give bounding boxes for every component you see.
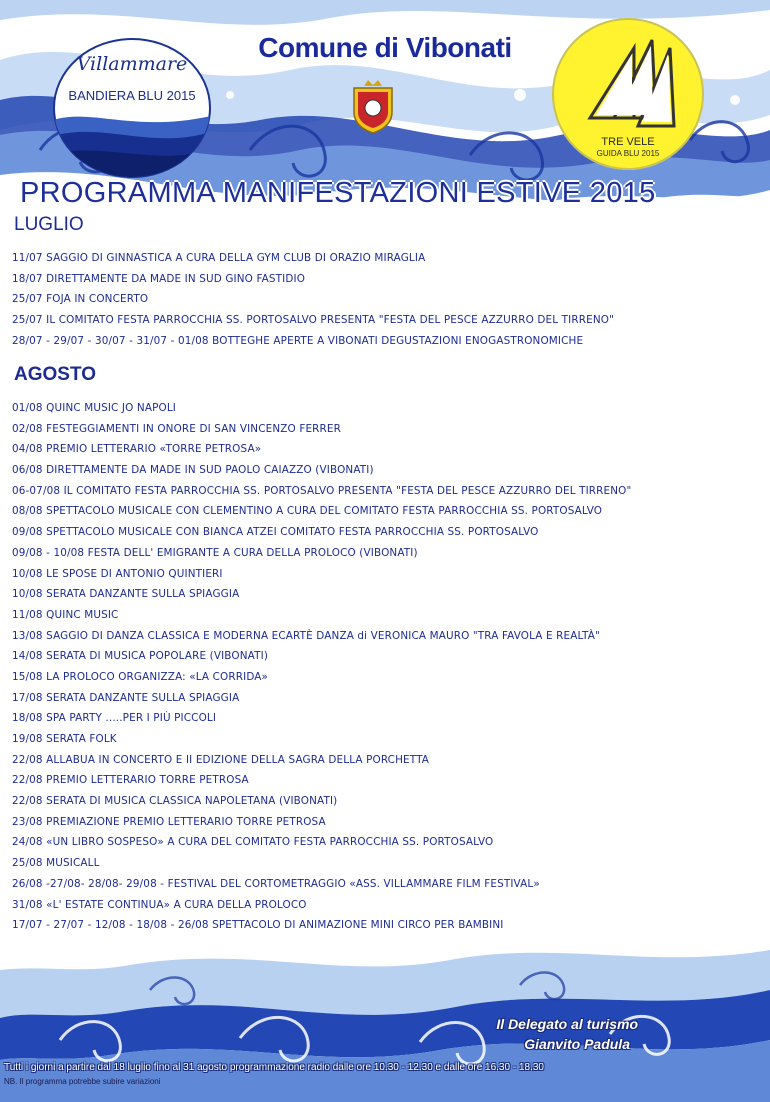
agosto-event-item: 09/08 - 10/08 FESTA DELL' EMIGRANTE A CURA DELLA PROLOCO (VIBONATI)	[12, 546, 418, 559]
agosto-event-item: 11/08 QUINC MUSIC	[12, 608, 119, 621]
villammare-logo-title: Villammare	[76, 53, 188, 75]
luglio-event-item: 11/07 SAGGIO DI GINNASTICA A CURA DELLA GYM CLUB DI ORAZIO MIRAGLIA	[12, 252, 426, 264]
agosto-event-item: 13/08 SAGGIO DI DANZA CLASSICA E MODERNA ECARTÈ DANZA di VERONICA MAURO "TRA FAVOLA E REALTÀ"	[12, 629, 600, 642]
tre-vele-title: TRE VELE	[601, 136, 655, 148]
bandiera-blu-label: BANDIERA BLU 2015	[68, 88, 196, 103]
agosto-heading: AGOSTO	[14, 364, 96, 385]
agosto-event-item: 15/08 LA PROLOCO ORGANIZZA: «LA CORRIDA»	[12, 670, 269, 683]
agosto-event-item: 22/08 SERATA DI MUSICA CLASSICA NAPOLETANA (VIBONATI)	[12, 795, 338, 808]
agosto-event-item: 06/08 DIRETTAMENTE DA MADE IN SUD PAOLO CAIAZZO (VIBONATI)	[12, 464, 374, 477]
agosto-event-item: 17/08 SERATA DANZANTE SULLA SPIAGGIA	[12, 691, 240, 704]
agosto-event-item: 04/08 PREMIO LETTERARIO «TORRE PETROSA»	[12, 443, 262, 456]
municipal-crest-icon	[352, 80, 394, 134]
agosto-event-item: 10/08 SERATA DANZANTE SULLA SPIAGGIA	[12, 588, 240, 601]
radio-schedule-note: Tutti i giorni a partire dal 18 luglio fino al 31 agosto programmazione radio dalle ore 10.30 - 12.30 e dalle ore 16.30 - 18.30	[4, 1062, 544, 1073]
luglio-event-item: 25/07 IL COMITATO FESTA PARROCCHIA SS. PORTOSALVO PRESENTA "FESTA DEL PESCE AZZURRO DEL TIRRENO"	[12, 314, 615, 327]
program-title: PROGRAMMA MANIFESTAZIONI ESTIVE 2015	[20, 177, 656, 209]
agosto-event-item: 24/08 «UN LIBRO SOSPESO» A CURA DEL COMITATO FESTA PARROCCHIA SS. PORTOSALVO	[12, 836, 494, 849]
agosto-event-item: 31/08 «L' ESTATE CONTINUA» A CURA DELLA PROLOCO	[12, 898, 307, 911]
agosto-event-item: 19/08 SERATA FOLK	[12, 733, 117, 745]
agosto-event-item: 25/08 MUSICALL	[12, 857, 100, 870]
luglio-event-item: 25/07 FOJA IN CONCERTO	[12, 293, 149, 306]
luglio-event-list	[12, 248, 762, 351]
agosto-event-item: 08/08 SPETTACOLO MUSICALE CON CLEMENTINO A CURA DEL COMITATO FESTA PARROCCHIA SS. PORTOSALVO	[12, 505, 603, 518]
delegate-role: Il Delegato al turismo	[496, 1016, 638, 1032]
agosto-event-item: 26/08 -27/08- 28/08- 29/08 - FESTIVAL DEL CORTOMETRAGGIO «ASS. VILLAMMARE FILM FESTIVAL»	[12, 877, 540, 890]
agosto-event-item: 22/08 PREMIO LETTERARIO TORRE PETROSA	[12, 774, 249, 787]
agosto-event-item: 23/08 PREMIAZIONE PREMIO LETTERARIO TORRE PETROSA	[12, 815, 326, 828]
agosto-event-item: 02/08 FESTEGGIAMENTI IN ONORE DI SAN VINCENZO FERRER	[12, 422, 341, 435]
luglio-event-item: 28/07 - 29/07 - 30/07 - 31/07 - 01/08 BOTTEGHE APERTE A VIBONATI DEGUSTAZIONI ENOGASTRONOMICHE	[12, 334, 584, 347]
agosto-event-item: 22/08 ALLABUA IN CONCERTO E II EDIZIONE DELLA SAGRA DELLA PORCHETTA	[12, 753, 430, 766]
agosto-event-item: 06-07/08 IL COMITATO FESTA PARROCCHIA SS. PORTOSALVO PRESENTA "FESTA DEL PESCE AZZURRO DEL TIRRENO"	[12, 484, 632, 497]
agosto-event-item: 09/08 SPETTACOLO MUSICALE CON BIANCA ATZEI COMITATO FESTA PARROCCHIA SS. PORTOSALVO	[12, 526, 539, 539]
agosto-event-item: 01/08 QUINC MUSIC JO NAPOLI	[12, 402, 176, 414]
luglio-event-item: 18/07 DIRETTAMENTE DA MADE IN SUD GINO FASTIDIO	[12, 272, 306, 285]
luglio-heading: LUGLIO	[14, 214, 84, 235]
agosto-event-list	[12, 398, 762, 936]
agosto-event-item: 18/08 SPA PARTY .....PER I PIÙ PICCOLI	[12, 712, 217, 725]
program-disclaimer: NB. Il programma potrebbe subire variazioni	[4, 1077, 161, 1086]
agosto-event-item: 10/08 LE SPOSE DI ANTONIO QUINTIERI	[12, 567, 223, 580]
agosto-event-item: 17/07 - 27/07 - 12/08 - 18/08 - 26/08 SPETTACOLO DI ANIMAZIONE MINI CIRCO PER BAMBINI	[12, 919, 504, 932]
agosto-event-item: 14/08 SERATA DI MUSICA POPOLARE (VIBONATI)	[12, 650, 269, 663]
delegate-name: Gianvito Padula	[524, 1036, 630, 1052]
comune-title: Comune di Vibonati	[258, 32, 512, 63]
guida-blu-label: GUIDA BLU 2015	[596, 149, 660, 158]
